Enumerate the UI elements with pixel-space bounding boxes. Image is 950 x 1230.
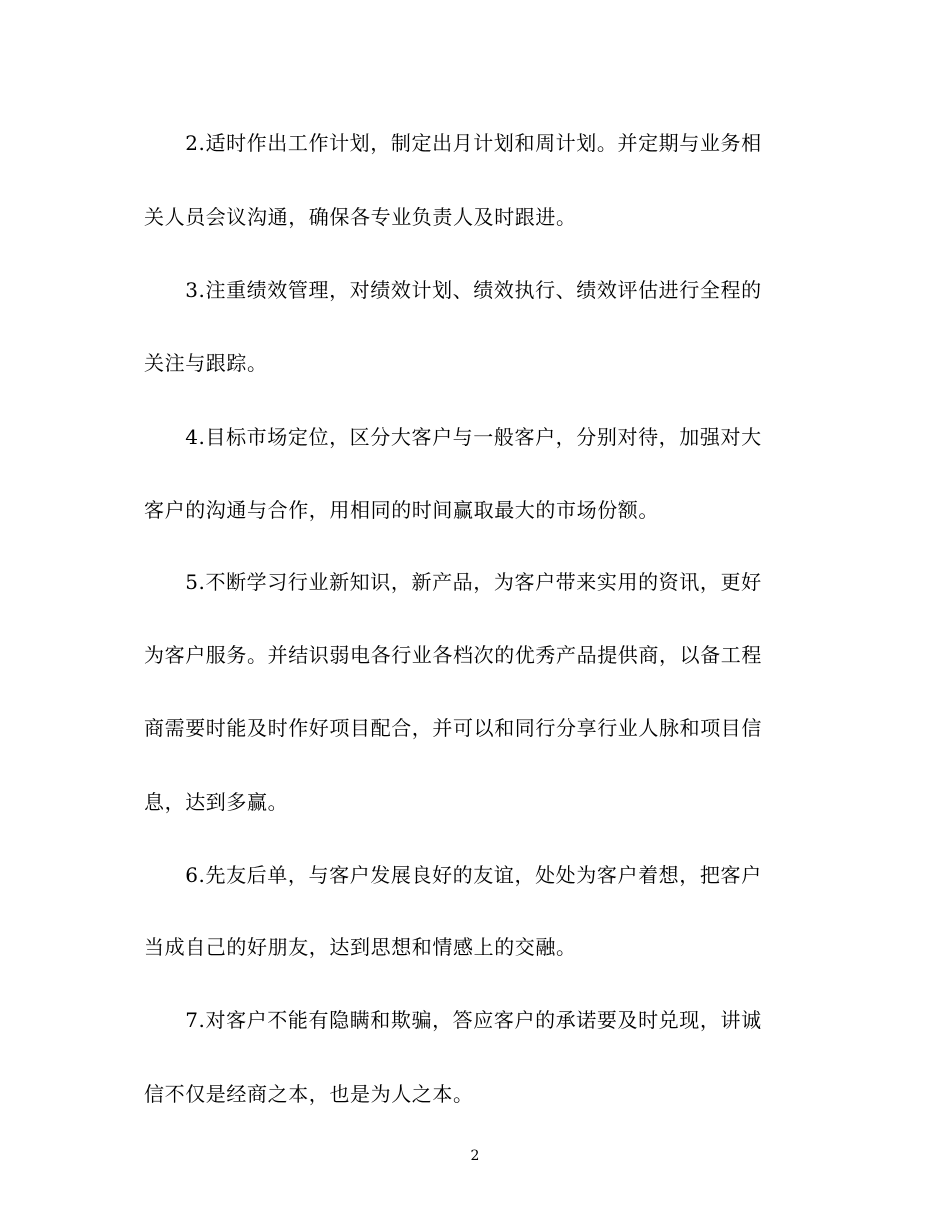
text-line: 客户的沟通与合作，用相同的时间赢取最大的市场份额。 — [144, 498, 659, 522]
text-line: 信不仅是经商之本，也是为人之本。 — [144, 1082, 474, 1106]
text-line: 商需要时能及时作好项目配合，并可以和同行分享行业人脉和项目信 — [144, 716, 762, 740]
page-number: 2 — [470, 1148, 480, 1164]
text-line: 7.对客户不能有隐瞒和欺骗，答应客户的承诺要及时兑现，讲诚 — [144, 1008, 762, 1032]
text-line: 5.不断学习行业新知识，新产品，为客户带来实用的资讯，更好 — [144, 570, 762, 594]
text-line: 息，达到多赢。 — [144, 790, 289, 814]
text-line: 4.目标市场定位，区分大客户与一般客户，分别对待，加强对大 — [144, 425, 762, 449]
text-line: 当成自己的好朋友，达到思想和情感上的交融。 — [144, 935, 577, 959]
text-line: 为客户服务。并结识弱电各行业各档次的优秀产品提供商，以备工程 — [144, 643, 762, 667]
text-line: 关注与跟踪。 — [144, 351, 268, 375]
text-line: 2.适时作出工作计划，制定出月计划和周计划。并定期与业务相 — [144, 131, 762, 155]
text-line: 6.先友后单，与客户发展良好的友谊，处处为客户着想，把客户 — [144, 863, 762, 887]
text-line: 关人员会议沟通，确保各专业负责人及时跟进。 — [144, 205, 577, 229]
text-line: 3.注重绩效管理，对绩效计划、绩效执行、绩效评估进行全程的 — [144, 278, 762, 302]
